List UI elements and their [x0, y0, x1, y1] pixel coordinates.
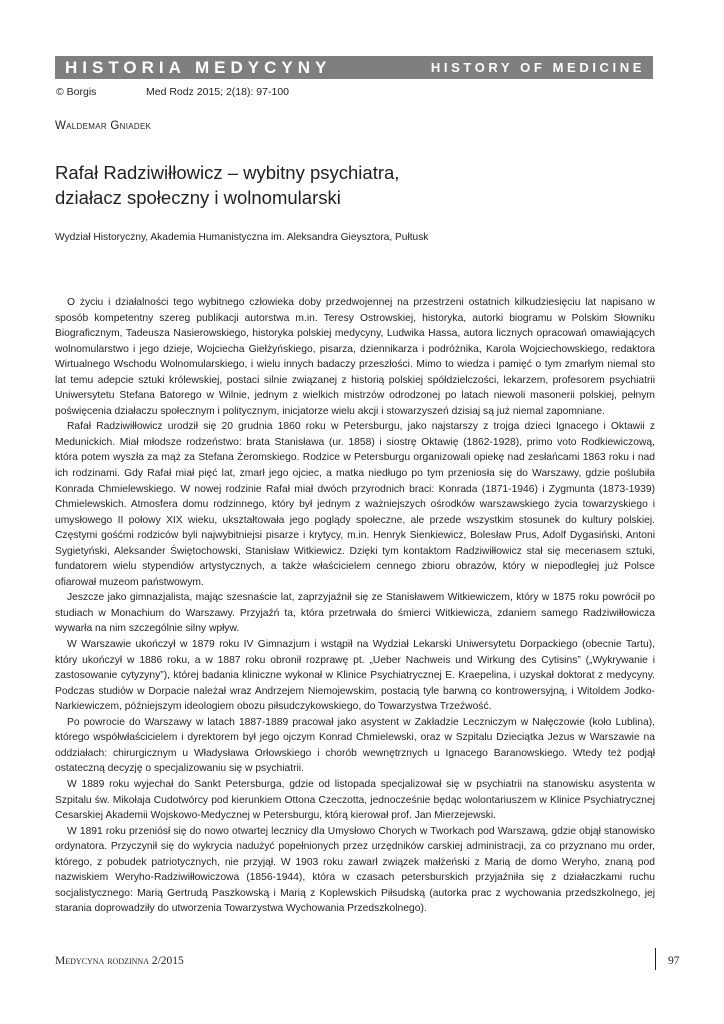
- paragraph: W 1889 roku wyjechał do Sankt Petersburga, gdzie od listopada specjalizował się w psychiatrii na stanowisku asystenta w Szpitalu św. Mikołaja Cudotwórcy pod kierunkiem Ottona Czeczotta, jednocześnie będąc wolontariuszem w Klinice Psychiatrycznej Cesarskiej Akademii Wojskowo-Medycznej w Petersburgu, którą kierował prof. Jan Mierzejewski.: [55, 778, 655, 822]
- paragraph: W 1891 roku przeniósł się do nowo otwartej lecznicy dla Umysłowo Chorych w Tworkach pod Warszawą, gdzie objął stanowisko ordynatora. Przyczynił się do wykrycia nadużyć popełnionych przez urzędników carskiej administracji, za co przyznano mu order, którego, z pobudek patriotycznych, nie przyjął. W 1903 roku zawarł związek małżeński z Marią de domo Weryho, znaną pod nazwiskiem Weryho-Radziwiłłowiczowa (1856-1944), która w czasach petersburskich przyjaźniła się z działaczkami ruchu socjalistycznego: Marią Gertrudą Paszkowską i Marią z Koplewskich Piłsudską (autorka prac z wychowania przedszkolnego, jej starania doprowadziły do utworzenia Towarzystwa Wychowania Przedszkolnego).: [55, 825, 655, 915]
- section-banner: [55, 56, 653, 79]
- author-name: Waldemar Gniadek: [55, 120, 152, 132]
- page-number: 97: [668, 955, 680, 967]
- article-title: [55, 160, 615, 210]
- footer-divider: [655, 948, 656, 970]
- article-body: [55, 295, 655, 917]
- paragraph: Jeszcze jako gimnazjalista, mając szesnaście lat, zaprzyjaźnił się ze Stanisławem Witkiewiczem, który w 1875 roku powrócił po studiach w Monachium do Warszawy. Przyjaźń ta, która przetrwała do śmierci Witkiewicza, zdaniem samego Radziwiłłowicza wywarła na nim szczególnie silny wpływ.: [55, 592, 655, 635]
- paragraph: O życiu i działalności tego wybitnego człowieka doby przedwojennej na przestrzeni ostatnich kilkudziesięciu lat napisano w sposób kompetentny szereg publikacji autorstwa m.in. Teresy Ostrowskiej, historyka, autorki biogramu w Polskim Słowniku Biograficznym, Tadeusza Nasierowskiego, historyka polskiej medycyny, Ludwika Hassa, autora licznych opracowań omawiających wolnomularstwo i jego dzieje, Wojciecha Giełżyńskiego, pisarza, dziennikarza i podróżnika, Karola Wojciechowskiego, redaktora Wirtualnego Wschodu Wolnomularskiego, i wielu innych badaczy przeszłości. Mimo to wiedza i pamięć o tym zmarłym niemal sto lat temu adepcie sztuki królewskiej, postaci silnie związanej z historią polskiej spółdzielczości, lekarzem, profesorem psychiatrii Uniwersytetu Stefana Batorego w Wilnie, jednym z wielkich mistrzów odrodzonej po latach niewoli masonerii polskiej, pełnym poświęcenia działaczu społecznym i politycznym, inicjatorze wielu akcji i stowarzyszeń dzisiaj są już niemal zapomniane.: [55, 297, 655, 417]
- paragraph: W Warszawie ukończył w 1879 roku IV Gimnazjum i wstąpił na Wydział Lekarski Uniwersytetu Dorpackiego (obecnie Tartu), który ukończył w 1886 roku, a w 1887 roku obronił rozprawę pt. „Ueber Nachweis und Wirkung des Cytisins” („Wykrywanie i zastosowanie cytyzyny”), której badania kliniczne wykonał w Klinice Psychiatrycznej E. Kraepelina, i uzyskał doktorat z medycyny. Podczas studiów w Dorpacie należał wraz Andrzejem Niemojewskim, postacią tyle barwną co kontrowersyjną, i Witoldem Jodko-Narkiewiczem, późniejszym ideologiem obozu piłsudczykowskiego, do Towarzystwa Trzeźwość.: [55, 639, 655, 713]
- paragraph: Rafał Radziwiłłowicz urodził się 20 grudnia 1860 roku w Petersburgu, jako najstarszy z trojga dzieci Ignacego i Oktawii z Medunickich. Miał młodsze rodzeństwo: brata Stanisława (ur. 1858) i siostrę Oktawię (1862-1928), primo voto Rodkiewiczową, która potem wyszła za mąż za Stefana Żeromskiego. Rodzice w Petersburgu organizowali opiekę nad zesłańcami 1863 roku i nad ich rodzinami. Gdy Rafał miał pięć lat, zmarł jego ojciec, a matka niedługo po tym przeniosła się do Warszawy, gdzie poślubiła Konrada Chmielewskiego. W nowej rodzinie Rafał miał dwóch przyrodnich braci: Konrada (1871-1946) i Zygmunta (1873-1939) Chmielewskich. Atmosfera domu rodzinnego, który był jednym z ważniejszych ośrodków warszawskiego życia towarzyskiego i umysłowego II połowy XIX wieku, ukształtowała jego poglądy społeczne, ale przede wszystkim stosunek do kultury polskiej. Częstymi gośćmi rodziców byli najwybitniejsi pisarze i krytycy, m.in. Henryk Sienkiewicz, Bolesław Prus, Adolf Dygasiński, Antoni Sygietyński, Aleksander Świętochowski, Stanisław Witkiewicz. Dzięki tym kontaktom Radziwiłłowicz stał się mecenasem sztuki, fundatorem wielu stypendiów artystycznych, a także właścicielem cennego zbioru obrazów, który w niepodległej już Polsce ofiarował muzeom państwowym.: [55, 421, 655, 588]
- citation: Med Rodz 2015; 2(18): 97-100: [146, 86, 290, 98]
- copyright: © Borgis: [56, 86, 97, 98]
- journal-footer: Medycyna rodzinna 2/2015: [55, 955, 184, 967]
- paragraph: Po powrocie do Warszawy w latach 1887-1889 pracował jako asystent w Zakładzie Leczniczym w Nałęczowie (koło Lublina), którego współwłaścicielem i dyrektorem był jego ojczym Konrad Chmielewski, oraz w Szpitalu Dzieciątka Jezus w Warszawie na oddziałach: chirurgicznym u Władysława Orłowskiego i chorób wewnętrznych u Ignacego Baranowskiego. Wtedy też podjął ostateczną decyzję o specjalizowaniu się w psychiatrii.: [55, 716, 655, 775]
- title-line-2: działacz społeczny i wolnomularski: [55, 187, 341, 208]
- section-title-polish: HISTORIA MEDYCYNY: [65, 57, 332, 77]
- affiliation: Wydział Historyczny, Akademia Humanistyczna im. Aleksandra Gieysztora, Pułtusk: [55, 232, 429, 243]
- title-line-1: Rafał Radziwiłłowicz – wybitny psychiatra,: [55, 162, 400, 183]
- section-title-english: HISTORY OF MEDICINE: [430, 60, 645, 75]
